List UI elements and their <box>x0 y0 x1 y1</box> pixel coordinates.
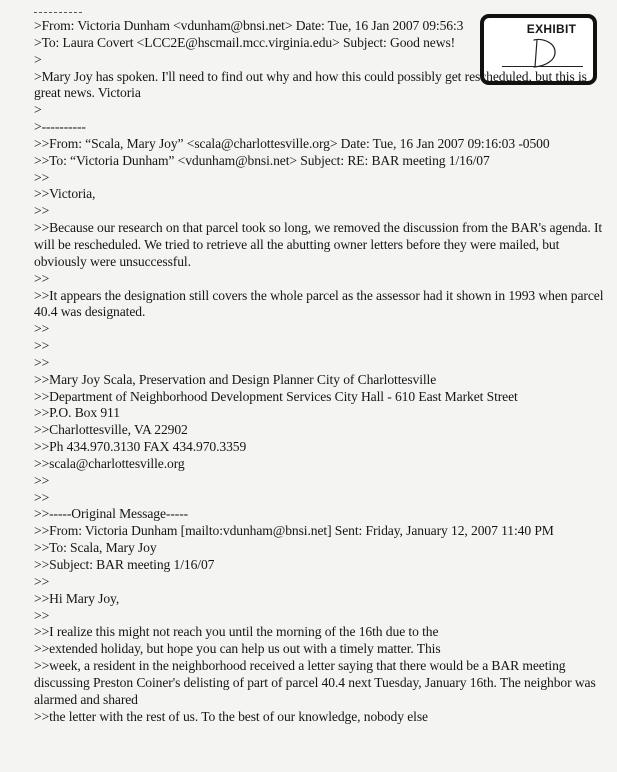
text-line: >>extended holiday, but hope you can help us out with a timely matter. This <box>34 641 441 657</box>
text-line: >>scala@charlottesville.org <box>34 455 185 471</box>
exhibit-title: EXHIBIT <box>526 22 577 36</box>
text-line: >>From: Victoria Dunham [mailto:vdunham@bnsi.net] Sent: Friday, January 12, 2007 11:40 PM <box>34 523 554 539</box>
text-line: >> <box>34 607 50 623</box>
text-line: >>Because our research on that parcel took so long, we removed the discussion from the BAR's agenda. It will be rescheduled. We tried to retrieve all the abutting owner letters before they were mailed, but obviously were unsuccessful. <box>34 220 603 269</box>
text-line: >From: Victoria Dunham <vdunham@bnsi.net> Date: Tue, 16 Jan 2007 09:56:3 <box>34 18 464 33</box>
text-line: >> <box>34 472 50 488</box>
text-line: >>Department of Neighborhood Development Services City Hall - 610 East Market Street <box>34 388 518 404</box>
top-dash-rule <box>34 12 82 13</box>
text-line: >> <box>34 321 50 337</box>
text-line: >>P.O. Box 911 <box>34 405 120 421</box>
text-line: >> <box>34 169 50 185</box>
text-line: > <box>34 102 42 118</box>
text-line: >Mary Joy has spoken. I'll need to find out why and how this could possibly get rescheduled, but this is great news. Victoria <box>34 68 587 101</box>
text-line: >>Mary Joy Scala, Preservation and Design Planner City of Charlottesville <box>34 371 437 387</box>
text-line: >> <box>34 573 50 589</box>
text-line: >>To: Scala, Mary Joy <box>34 540 157 556</box>
text-line: >>I realize this might not reach you until the morning of the 16th due to the <box>34 624 439 640</box>
text-line: >>week, a resident in the neighborhood received a letter saying that there would be a BAR meeting discussing Preston Coiner's delisting of part of parcel 40.4 next Tuesday, January 16th. The neighbor was alarmed and shared <box>34 658 596 707</box>
text-line: >> <box>34 203 50 219</box>
text-line: >>From: “Scala, Mary Joy” <scala@charlottesville.org> Date: Tue, 16 Jan 2007 09:16:03 -0500 <box>34 135 550 151</box>
text-line: >To: Laura Covert <LCC2E@hscmail.mcc.virginia.edu> Subject: Good news! <box>34 34 456 50</box>
text-line: >>It appears the designation still covers the whole parcel as the assessor had it shown in 1993 when parcel 40.4 was designated. <box>34 287 604 320</box>
text-line: >>Subject: BAR meeting 1/16/07 <box>34 557 215 572</box>
text-line: > <box>34 51 42 67</box>
text-line: >---------- <box>34 119 86 135</box>
text-line: >> <box>34 270 50 286</box>
text-line: >> <box>34 489 50 505</box>
text-line: >>Charlottesville, VA 22902 <box>34 422 188 438</box>
text-line: >>Ph 434.970.3130 FAX 434.970.3359 <box>34 439 247 455</box>
email-thread <box>34 18 609 725</box>
text-line: >>-----Original Message----- <box>34 506 189 522</box>
text-line: >>the letter with the rest of us. To the best of our knowledge, nobody else <box>34 708 428 724</box>
text-line: >>Hi Mary Joy, <box>34 590 120 606</box>
text-line: >> <box>34 338 50 354</box>
text-line: >>To: “Victoria Dunham” <vdunham@bnsi.net> Subject: RE: BAR meeting 1/16/07 <box>34 152 490 168</box>
text-line: >> <box>34 354 50 370</box>
text-line: >>Victoria, <box>34 186 96 202</box>
